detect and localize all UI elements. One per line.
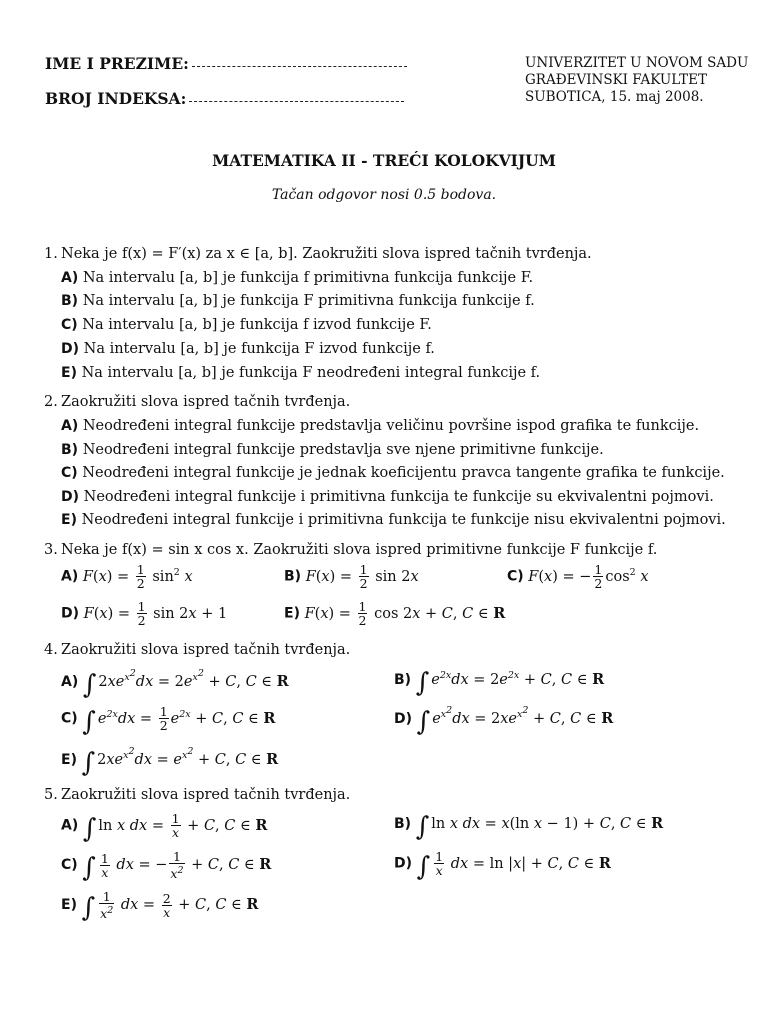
university-name: UNIVERZITET U NOVOM SADU — [525, 55, 749, 71]
q5-option-c[interactable] — [61, 850, 271, 883]
q4-number: 4. — [44, 642, 58, 658]
q2-option-b[interactable] — [61, 442, 604, 458]
name-field[interactable] — [45, 54, 407, 73]
formula: ∫ $\frac{1}{x^2}$ dx = $\frac{2}{x}$ + C, C ∈ R — [81, 889, 259, 924]
option-letter[interactable]: E) — [61, 512, 77, 528]
formula: ∫ $e^{2x}dx = 2e^{2x} + C$, C ∈ R — [415, 668, 605, 698]
option-letter[interactable]: B) — [284, 568, 302, 585]
q5-text: Zaokružiti slova ispred tačnih tvrđenja. — [61, 787, 351, 803]
q4-option-d[interactable] — [394, 705, 613, 737]
q2-option-e[interactable] — [61, 512, 726, 528]
formula: F(x) = − $\frac{1}{2}$ $\cos^2 x$ — [528, 562, 649, 591]
option-text: Na intervalu [a, b] je funkcija F primitivna funkcija funkcije f. — [82, 293, 535, 309]
q5-number: 5. — [44, 787, 58, 803]
q1-text: Neka je f(x) = F′(x) za x ∈ [a, b]. Zaokružiti slova ispred tačnih tvrđenja. — [61, 246, 592, 262]
place-date: SUBOTICA, 15. maj 2008. — [525, 89, 704, 105]
q5-option-a[interactable] — [61, 812, 267, 844]
option-letter[interactable]: C) — [61, 857, 78, 874]
q3-option-c[interactable] — [507, 563, 649, 590]
q5-option-b[interactable] — [394, 812, 663, 842]
option-text: Neodređeni integral funkcije i primitivna funkcija te funkcije nisu ekvivalentni pojmovi. — [81, 512, 726, 528]
q4-option-c[interactable] — [61, 705, 275, 737]
q4-option-b[interactable] — [394, 668, 604, 698]
option-text: Na intervalu [a, b] je funkcija F izvod funkcije f. — [83, 341, 435, 357]
q1-number: 1. — [44, 246, 58, 262]
formula: ∫ $e^{2x}dx$ = $\frac{1}{2}$ $e^{2x} + C$, C ∈ R — [82, 704, 276, 737]
option-text: Neodređeni integral funkcije i primitivna funkcija te funkcije su ekvivalentni pojmovi. — [83, 489, 714, 505]
option-letter[interactable]: B) — [61, 442, 79, 458]
formula: F(x) = $\frac{1}{2}$ sin 2x + 1 — [83, 599, 228, 628]
option-text: Neodređeni integral funkcije je jednak koeficijentu pravca tangente grafika te funkcije. — [82, 465, 725, 481]
option-letter[interactable]: B) — [394, 816, 412, 832]
formula: ∫ $\frac{1}{x}$ dx = ln |x| + C, C ∈ R — [416, 849, 611, 882]
option-letter[interactable]: E) — [61, 751, 77, 768]
option-text: Na intervalu [a, b] je funkcija f primitivna funkcija funkcije F. — [82, 270, 534, 286]
option-letter[interactable]: D) — [394, 855, 413, 872]
option-letter[interactable]: C) — [61, 710, 78, 727]
q2-number: 2. — [44, 394, 58, 410]
name-label: IME I PREZIME: — [45, 54, 189, 73]
option-text: Na intervalu [a, b] je funkcija F neodređeni integral funkcije f. — [81, 365, 541, 381]
formula: F(x) = $\frac{1}{2}$ sin 2x — [305, 562, 419, 591]
option-letter[interactable]: A) — [61, 568, 79, 585]
index-blank-line[interactable] — [189, 100, 404, 102]
name-blank-line[interactable] — [192, 65, 407, 67]
formula: ∫ $2xe^{x^2}dx = e^{x^2} + C$, C ∈ R — [81, 746, 279, 778]
q2-option-a[interactable] — [61, 418, 699, 434]
formula: ∫ ln x dx = x(ln x − 1) + C, C ∈ R — [415, 812, 664, 842]
option-letter[interactable]: C) — [61, 317, 78, 333]
option-letter[interactable]: B) — [394, 672, 412, 688]
option-text: Na intervalu [a, b] je funkcija f izvod funkcije F. — [82, 317, 432, 333]
option-letter[interactable]: A) — [61, 817, 79, 834]
option-letter[interactable]: A) — [61, 673, 79, 690]
formula: ∫ $e^{x^2}dx = 2xe^{x^2} + C$, C ∈ R — [416, 705, 614, 737]
option-letter[interactable]: E) — [61, 365, 77, 381]
q1-option-c[interactable] — [61, 317, 432, 333]
q5-option-d[interactable] — [394, 850, 611, 882]
q4-option-e[interactable] — [61, 746, 278, 778]
option-text: Neodređeni integral funkcije predstavlja veličinu površine ispod grafika te funkcije. — [82, 418, 700, 434]
formula: ∫ $\frac{1}{x}$ dx = − $\frac{1}{x^2}$ + C, C ∈ R — [82, 849, 272, 884]
q4-option-a[interactable] — [61, 668, 289, 700]
q3-number: 3. — [44, 542, 58, 558]
q2-text: Zaokružiti slova ispred tačnih tvrđenja. — [61, 394, 351, 410]
option-letter[interactable]: D) — [61, 341, 80, 357]
option-letter[interactable]: D) — [394, 710, 413, 727]
q1-option-a[interactable] — [61, 270, 533, 286]
option-letter[interactable]: A) — [61, 418, 79, 434]
option-letter[interactable]: A) — [61, 270, 79, 286]
q5-option-e[interactable] — [61, 890, 258, 923]
option-letter[interactable]: D) — [61, 489, 80, 505]
q3-option-e[interactable] — [284, 600, 505, 627]
index-label: BROJ INDEKSA: — [45, 89, 187, 108]
q2-option-c[interactable] — [61, 465, 725, 481]
option-text: Neodređeni integral funkcije predstavlja sve njene primitivne funkcije. — [82, 442, 604, 458]
q3-text: Neka je f(x) = sin x cos x. Zaokružiti slova ispred primitivne funkcije F funkcije f. — [61, 542, 658, 558]
q3-option-d[interactable] — [61, 600, 227, 627]
q1-option-b[interactable] — [61, 293, 535, 309]
formula: ∫ ln x dx = $\frac{1}{x}$ + C, C ∈ R — [82, 811, 268, 844]
formula: ∫ $2xe^{x^2}dx = 2e^{x^2} + C$, C ∈ R — [82, 668, 289, 700]
q2-option-d[interactable] — [61, 489, 714, 505]
option-letter[interactable]: C) — [61, 465, 78, 481]
option-letter[interactable]: B) — [61, 293, 79, 309]
formula: F(x) = $\frac{1}{2}$ cos 2x + C, C ∈ R — [304, 599, 506, 628]
university-block — [525, 55, 748, 106]
index-field[interactable] — [45, 89, 404, 108]
option-letter[interactable]: E) — [284, 605, 300, 622]
q1-option-d[interactable] — [61, 341, 435, 357]
q3-option-b[interactable] — [284, 563, 419, 590]
option-letter[interactable]: C) — [507, 568, 524, 585]
exam-title: MATEMATIKA II - TREĆI KOLOKVIJUM — [212, 151, 556, 170]
option-letter[interactable]: E) — [61, 897, 77, 914]
q1-option-e[interactable] — [61, 365, 540, 381]
faculty-name: GRAĐEVINSKI FAKULTET — [525, 72, 707, 88]
option-letter[interactable]: D) — [61, 605, 80, 622]
q3-option-a[interactable] — [61, 563, 193, 590]
q4-text: Zaokružiti slova ispred tačnih tvrđenja. — [61, 642, 351, 658]
formula: F(x) = $\frac{1}{2}$ $\sin^2 x$ — [82, 562, 193, 591]
exam-subtitle: Tačan odgovor nosi 0.5 bodova. — [271, 187, 497, 203]
